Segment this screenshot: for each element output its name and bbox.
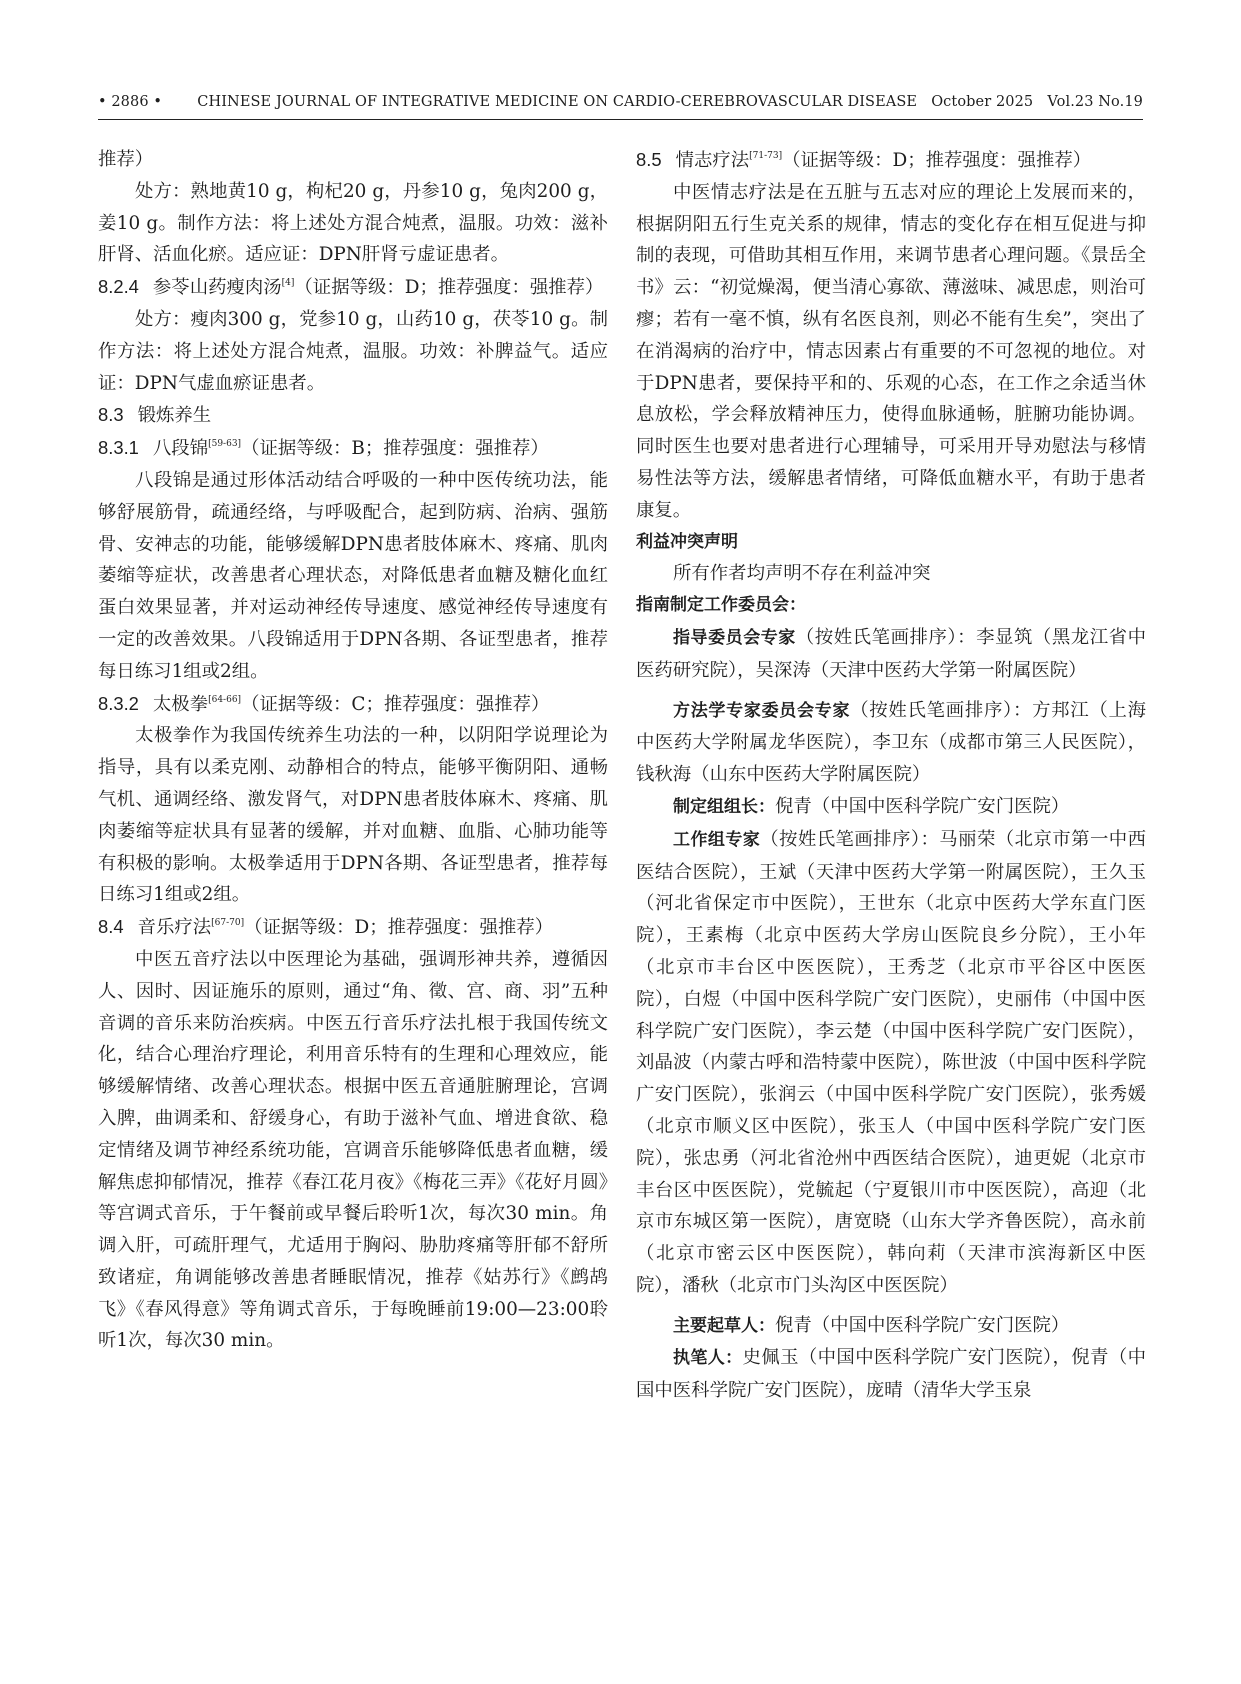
right-column [636, 144, 1146, 1407]
method-committee: 方法学专家委员会专家（按姓氏笔画排序）：方邦江（上海中医药大学附属龙华医院），李卫东（成都市第三人民医院），钱秋海（山东中医药大学附属医院） [636, 699, 1147, 786]
page-number: • 2886 • [98, 94, 163, 110]
group-leader: 制定组组长：倪青（中国中医科学院广安门医院） [673, 795, 1070, 817]
section-heading: 8.4 音乐疗法[67-70]（证据等级：D；推荐强度：强推荐） [98, 916, 554, 939]
paragraph: 处方：瘦肉300 g，党参10 g，山药10 g，茯苓10 g。制作方法：将上述处方混合炖煮，温服。功效：补脾益气。适应证：DPN气虚血瘀证患者。 [98, 308, 608, 394]
paragraph: 推荐） [98, 149, 154, 170]
main-drafter: 主要起草人：倪青（中国中医科学院广安门医院） [673, 1314, 1070, 1336]
paragraph: 八段锦是通过形体活动结合呼吸的一种中医传统功法，能够舒展筋骨，疏通经络，与呼吸配合，起到防病、治病、强筋骨、安神志的功能，能够缓解DPN患者肢体麻木、疼痛、肌肉萎缩等症状，改善患者心理状态，对降低患者血糖及糖化血红蛋白效果显著，并对运动神经传导速度、感觉神经传导速度有一定的改善效果。八段锦适用于DPN各期、各证型患者，推荐每日练习1组或2组。 [98, 469, 608, 682]
committee-heading: 指南制定工作委员会： [636, 595, 806, 616]
writers: 执笔人：史佩玉（中国中医科学院广安门医院），倪青（中国中医科学院广安门医院），庞晴（清华大学玉泉 [636, 1347, 1147, 1402]
section-heading: 8.2.4 参苓山药瘦肉汤[4]（证据等级：D；推荐强度：强推荐） [98, 276, 604, 299]
conflict-heading: 利益冲突声明 [636, 531, 738, 552]
section-heading: 8.3 锻炼养生 [98, 404, 212, 427]
paragraph: 中医情志疗法是在五脏与五志对应的理论上发展而来的，根据阴阳五行生克关系的规律，情志的变化存在相互促进与抑制的表现，可借助其相互作用，来调节患者心理问题。《景岳全书》云：“初觉燥渴，便当清心寡欲、薄滋味、减思虑，则治可瘳；若有一毫不慎，纵有名医良剂，则必不能有生矣”，突出了在消渴病的治疗中，情志因素占有重要的不可忽视的地位。对于DPN患者，要保持平和的、乐观的心态，在工作之余适当休息放松，学会释放精神压力，使得血脉通畅，脏腑功能协调。同时医生也要对患者进行心理辅导，可采用开导劝慰法与移情易性法等方法，缓解患者情绪，可降低血糖水平，有助于患者康复。 [636, 181, 1146, 521]
left-column [98, 144, 608, 1357]
paragraph: 太极拳作为我国传统养生功法的一种，以阴阳学说理论为指导，具有以柔克刚、动静相合的特点，能够平衡阴阳、通畅气机、通调经络、激发肾气，对DPN患者肢体麻木、疼痛、肌肉萎缩等症状具有显著的缓解，并对血糖、血脂、心肺功能等有积极的影响。太极拳适用于DPN各期、各证型患者，推荐每日练习1组或2组。 [98, 725, 608, 906]
section-heading: 8.3.1 八段锦[59-63]（证据等级：B；推荐强度：强推荐） [98, 437, 549, 460]
conflict-statement: 所有作者均声明不存在利益冲突 [673, 563, 931, 585]
paragraph: 中医五音疗法以中医理论为基础，强调形神共养，遵循因人、因时、因证施乐的原则，通过“角、徵、宫、商、羽”五种音调的音乐来防治疾病。中医五行音乐疗法扎根于我国传统文化，结合心理治疗理论，利用音乐特有的生理和心理效应，能够缓解情绪、改善心理状态。根据中医五音通脏腑理论，宫调入脾，曲调柔和、舒缓身心，有助于滋补气血、增进食欲、稳定情绪及调节神经系统功能，宫调音乐能够降低患者血糖，缓解焦虑抑郁情况，推荐《春江花月夜》《梅花三弄》《花好月圆》等宫调式音乐，于午餐前或早餐后聆听1次，每次30 min。角调入肝，可疏肝理气，尤适用于胸闷、胁肋疼痛等肝郁不舒所致诸症，角调能够改善患者睡眠情况，推荐《姑苏行》《鹧鸪飞》《春风得意》等角调式音乐，于每晚睡前19:00—23:00聆听1次，每次30 min。 [98, 948, 608, 1352]
work-group: 工作组专家（按姓氏笔画排序）：马丽荣（北京市第一中西医结合医院），王斌（天津中医药大学第一附属医院），王久玉（河北省保定市中医院），王世东（北京中医药大学东直门医院），王素梅（北京中医药大学房山医院良乡分院），王小年（北京市丰台区中医医院），王秀芝（北京市平谷区中医医院），白煜（中国中医科学院广安门医院），史丽伟（中国中医科学院广安门医院），李云楚（中国中医科学院广安门医院），刘晶波（内蒙古呼和浩特蒙中医院），陈世波（中国中医科学院广安门医院），张润云（中国中医科学院广安门医院），张秀媛（北京市顺义区中医院），张玉人（中国中医科学院广安门医院），张忠勇（河北省沧州中西医结合医院），迪更妮（北京市丰台区中医医院），党毓起（宁夏银川市中医医院），高迎（北京市东城区第一医院），唐宽晓（山东大学齐鲁医院），高永前（北京市密云区中医医院），韩向莉（天津市滨海新区中医院），潘秋（北京市门头沟区中医医院） [636, 828, 1146, 1296]
header-rule [98, 119, 1143, 120]
section-heading: 8.3.2 太极拳[64-66]（证据等级：C；推荐强度：强推荐） [98, 692, 550, 715]
journal-info: CHINESE JOURNAL OF INTEGRATIVE MEDICINE ON CARDIO-CEREBROVASCULAR DISEASE October 2025 Vol.23 No.19 [197, 94, 1143, 110]
paragraph: 处方：熟地黄10 g，枸杞20 g，丹参10 g，兔肉200 g，姜10 g。制作方法：将上述处方混合炖煮，温服。功效：滋补肝肾、活血化瘀。适应证：DPN肝肾亏虚证患者。 [98, 180, 608, 266]
guide-committee: 指导委员会专家（按姓氏笔画排序）：李显筑（黑龙江省中医药研究院），吴深涛（天津中医药大学第一附属医院） [636, 626, 1146, 681]
section-heading: 8.5 情志疗法[71-73]（证据等级：D；推荐强度：强推荐） [636, 149, 1092, 171]
running-header [98, 94, 1143, 122]
